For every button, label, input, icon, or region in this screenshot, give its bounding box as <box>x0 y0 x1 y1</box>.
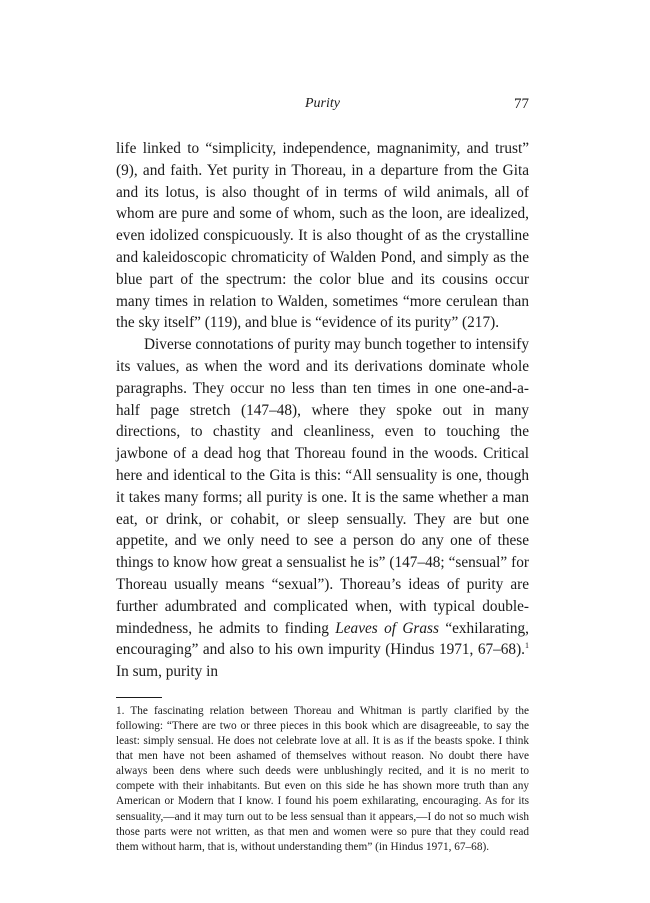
paragraph-2-text-c: In sum, purity in <box>116 663 218 681</box>
main-text <box>116 138 529 855</box>
paragraph-2-text-a: Diverse connotations of purity may bunch together to intensify its values, as when the word and its derivations dominate whole paragraphs. They occur no less than ten times in one one-and-a-half page stretch (147–48), where they spoke out in many directions, to chastity and cleanliness, even to touching the jawbone of a dead hog that Thoreau found in the woods. Critical here and identical to the Gita is this: “All sensuality is one, though it takes many forms; all purity is one. It is the same whether a man eat, or drink, or cohabit, or sleep sensually. They are but one appetite, and we only need to see a person do any one of these things to know how great a sensualist he is” (147–48; “sensual” for Thoreau usually means “sexual”). Thoreau’s ideas of purity are further adumbrated and complicated when, with typical double-mindedness, he admits to finding <box>116 336 529 637</box>
paragraph-2-text-b: “exhilarating, encouraging” and also to his own impurity (Hindus 1971, 67–68). <box>116 619 529 659</box>
footnote-divider <box>116 697 162 698</box>
running-head <box>116 96 529 118</box>
footnote-1: 1. The fascinating relation between Thoreau and Whitman is partly clarified by the following: “There are two or three pieces in this book which are disagreeable, to say the least: simply sensual. He does not celebrate love at all. It is as if the beasts spoke. I think that men have not been ashamed of themselves without reason. No doubt there have always been dens where such deeds were unblushingly recited, and it is no merit to compete with their inhabitants. But even on this side he has shown more truth than any American or Modern that I know. I found his poem exhilarating, encouraging. As for its sensuality,—and it may turn out to be less sensual than it appears,—I do not so much wish those parts were not written, as that men and women were so pure that they could read them without harm, that is, without understanding them” (in Hindus 1971, 67–68). <box>116 704 529 853</box>
page-number: 77 <box>514 96 529 112</box>
footnote-reference[interactable]: 1 <box>525 641 529 651</box>
running-title: Purity <box>305 96 340 111</box>
paragraph-1: life linked to “simplicity, independence, magnanimity, and trust” (9), and faith. Yet purity in Thoreau, in a departure from the Gita and its lotus, is also thought of in terms of wild animals, all of whom are pure and some of whom, such as the loon, are idealized, even idolized conspicuously. It is also thought of as the crystalline and kaleidoscopic chromaticity of Walden Pond, and simply as the blue part of the spectrum: the color blue and its cousins occur many times in relation to Walden, sometimes “more cerulean than the sky itself” (119), and blue is “evidence of its purity” (217). <box>116 140 529 332</box>
paragraph-2 <box>116 334 529 683</box>
book-title-leaves-of-grass: Leaves of Grass <box>335 619 439 637</box>
